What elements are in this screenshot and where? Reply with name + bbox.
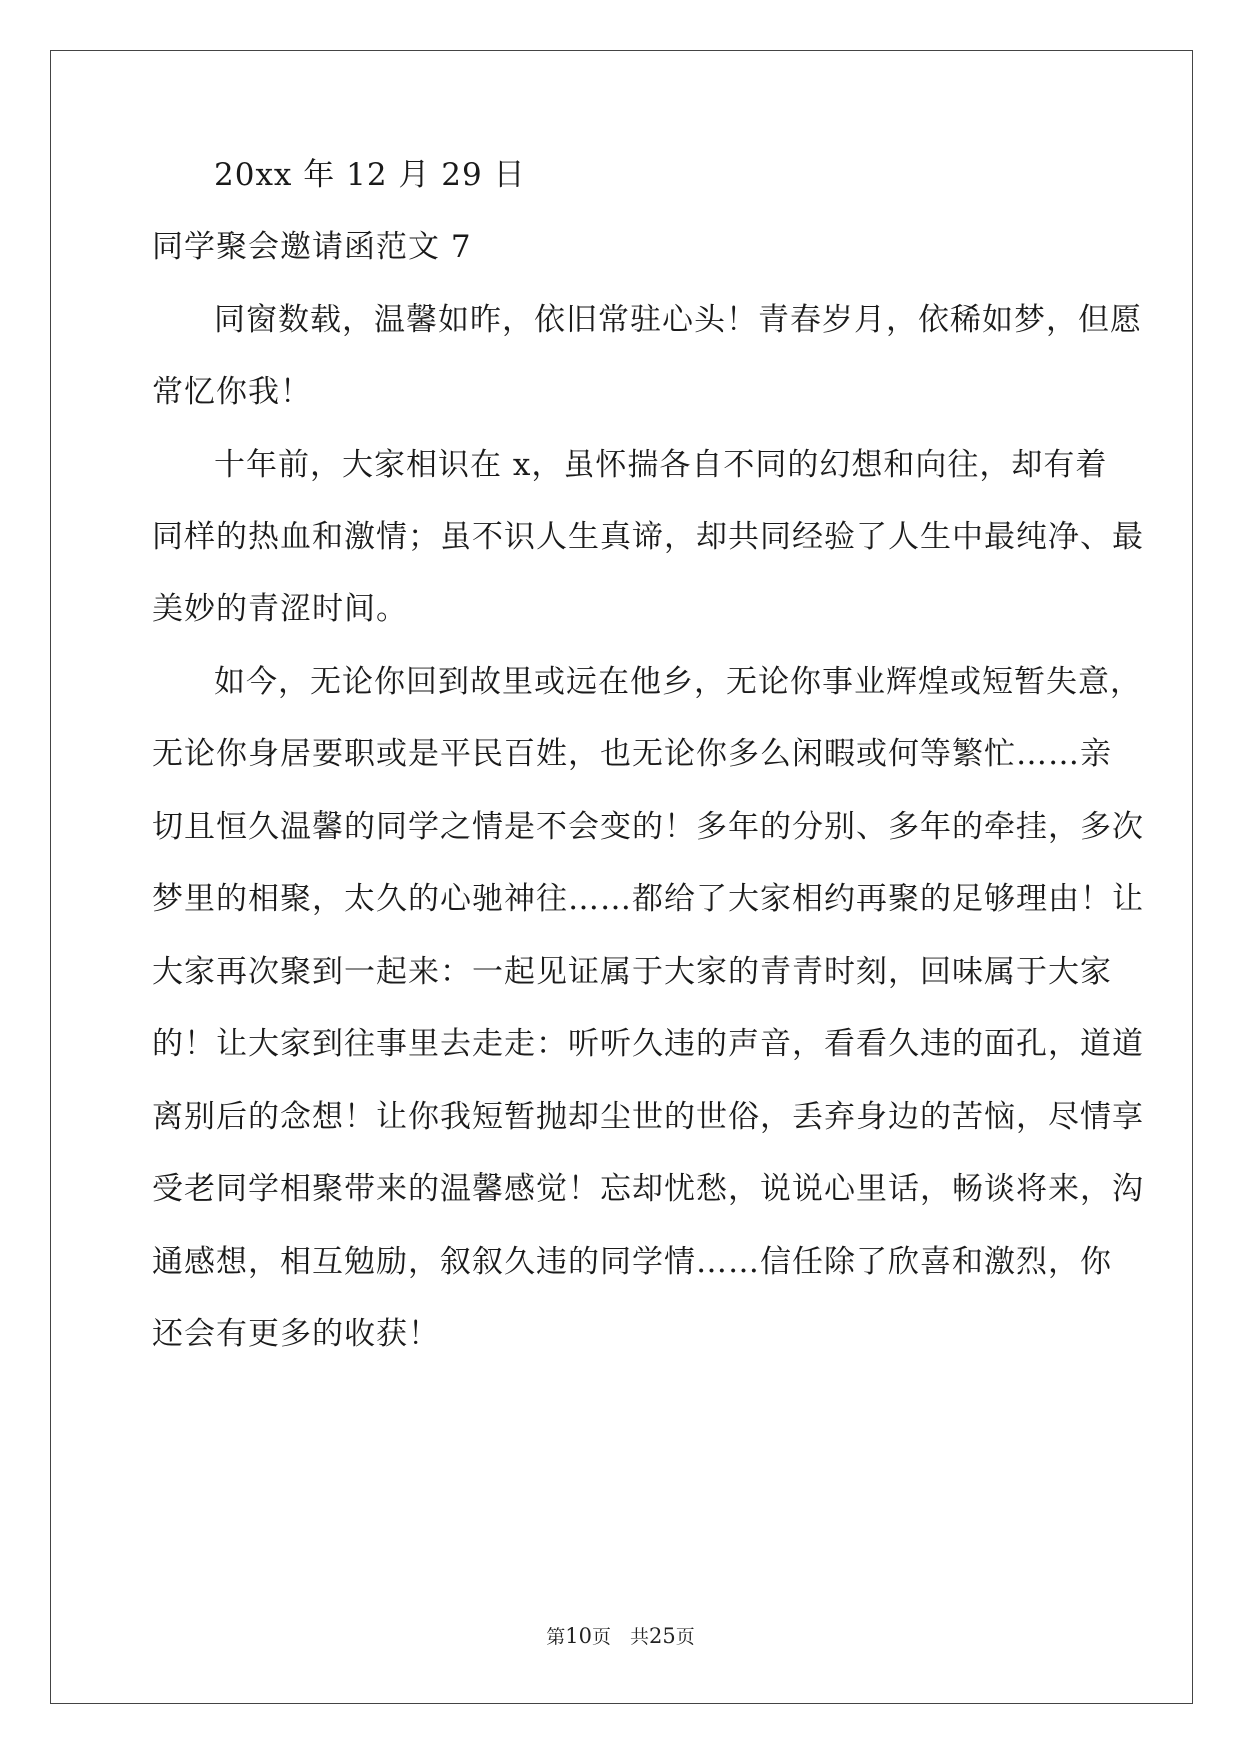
paragraph-line: 还会有更多的收获！ [152,1316,440,1352]
paragraph-line: 同样的热血和激情；虽不识人生真谛，却共同经验了人生中最纯净、最 [152,519,1144,555]
total-page-count: 25 [649,1624,676,1648]
paragraph-line: 如今，无论你回到故里或远在他乡，无论你事业辉煌或短暂失意， [214,664,1142,700]
paragraph-line: 常忆你我！ [152,374,312,410]
date-line: 20xx 年 12 月 29 日 [214,157,526,193]
paragraph-line: 无论你身居要职或是平民百姓，也无论你多么闲暇或何等繁忙……亲 [152,736,1112,772]
footer-middle: 页 共 [591,1626,649,1648]
paragraph-line: 的！让大家到往事里去走走：听听久违的声音，看看久违的面孔，道道 [152,1026,1144,1062]
footer-suffix: 页 [675,1626,695,1648]
paragraph-line: 同窗数载，温馨如昨，依旧常驻心头！青春岁月，依稀如梦，但愿 [214,302,1142,338]
page-footer [0,1624,1241,1649]
current-page-number: 10 [565,1624,592,1648]
paragraph-line: 离别后的念想！让你我短暂抛却尘世的世俗，丢弃身边的苦恼，尽情享 [152,1099,1144,1135]
page-border [50,50,1193,1704]
paragraph-line: 十年前，大家相识在 x，虽怀揣各自不同的幻想和向往，却有着 [214,447,1108,483]
paragraph-line: 美妙的青涩时间。 [152,591,408,627]
paragraph-line: 大家再次聚到一起来：一起见证属于大家的青青时刻，回味属于大家 [152,954,1112,990]
paragraph-line: 切且恒久温馨的同学之情是不会变的！多年的分别、多年的牵挂，多次 [152,809,1144,845]
paragraph-line: 梦里的相聚，太久的心驰神往……都给了大家相约再聚的足够理由！让 [152,881,1144,917]
footer-prefix: 第 [546,1626,566,1648]
paragraph-line: 通感想，相互勉励，叙叙久违的同学情……信任除了欣喜和激烈，你 [152,1244,1112,1280]
section-title: 同学聚会邀请函范文 7 [152,229,472,265]
paragraph-line: 受老同学相聚带来的温馨感觉！忘却忧愁，说说心里话，畅谈将来，沟 [152,1171,1144,1207]
